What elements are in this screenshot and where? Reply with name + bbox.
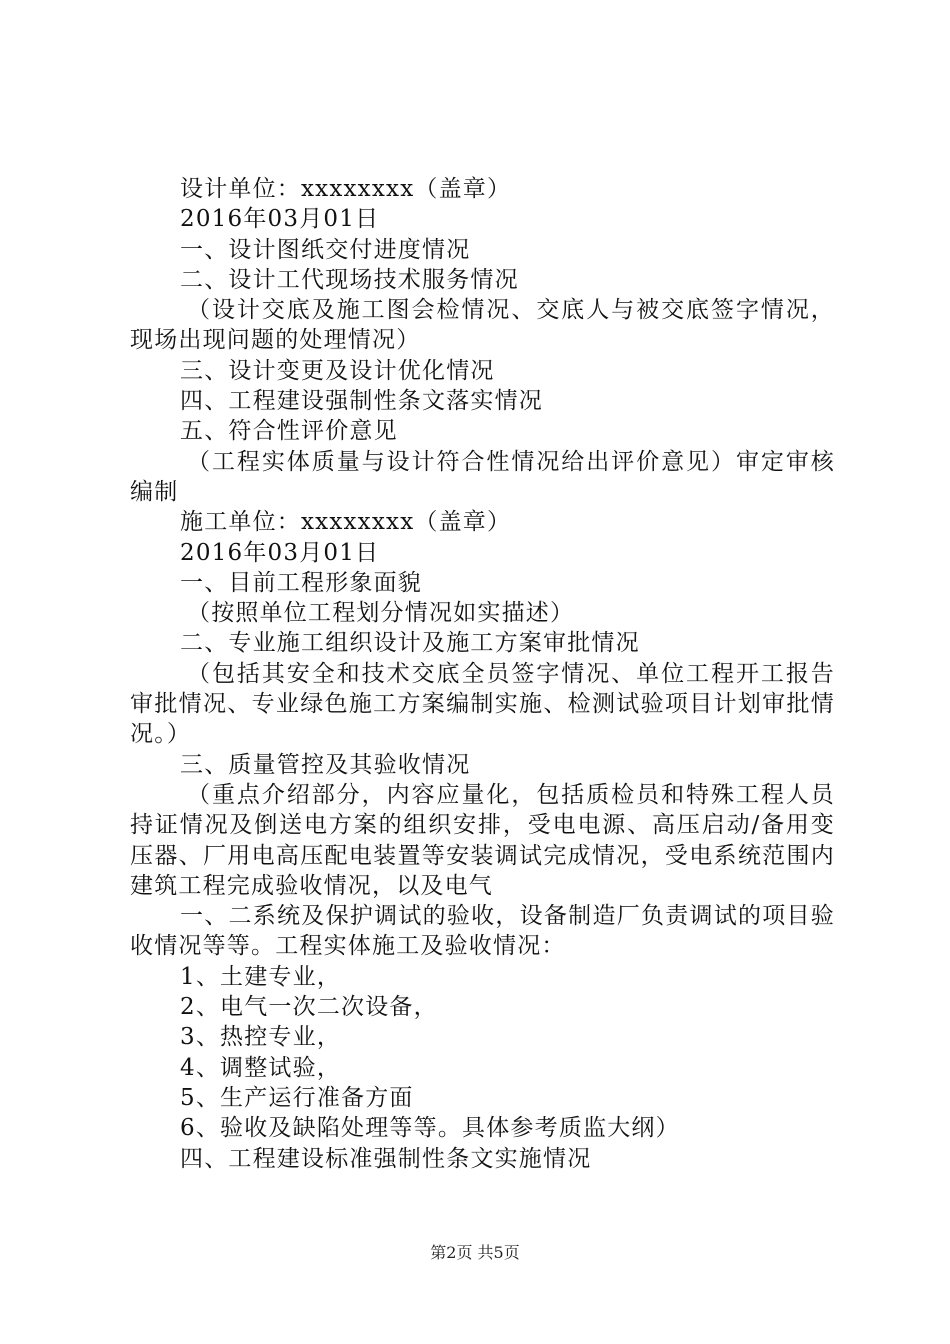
section-heading: 一、设计图纸交付进度情况 [180,236,471,263]
page-footer [0,1243,950,1263]
section-heading: 五、符合性评价意见 [180,418,398,445]
list-item: 3、热控专业， [180,1024,342,1051]
design-date-line: 2016年03月01日 [180,206,380,233]
body-paragraph: 一、二系统及保护调试的验收，设备制造厂负责调试的项目验收情况等等。工程实体施工及验收情况： [130,903,835,960]
section-heading: 二、设计工代现场技术服务情况 [180,266,519,293]
section-note: （工程实体质量与设计符合性情况给出评价意见）审定审核编制 [130,448,835,505]
section-heading: 四、工程建设强制性条文落实情况 [180,388,543,415]
construction-unit-line: 施工单位：xxxxxxxx（盖章） [180,509,512,536]
section-heading: 二、专业施工组织设计及施工方案审批情况 [180,630,640,657]
construction-date-line: 2016年03月01日 [180,539,380,566]
list-item: 1、土建专业， [180,963,342,990]
list-item: 6、验收及缺陷处理等等。具体参考质监大纲） [180,1115,680,1142]
list-item: 4、调整试验， [180,1054,342,1081]
design-unit-line: 设计单位：xxxxxxxx（盖章） [180,176,512,202]
section-note: （设计交底及施工图会检情况、交底人与被交底签字情况，现场出现问题的处理情况） [130,297,835,354]
section-heading: 三、质量管控及其验收情况 [180,751,471,778]
section-note: （按照单位工程划分情况如实描述） [187,600,575,627]
section-heading: 三、设计变更及设计优化情况 [180,357,495,384]
section-heading: 一、目前工程形象面貌 [180,569,422,596]
document-body [130,174,835,1174]
list-item: 5、生产运行准备方面 [180,1084,414,1111]
page-number: 第2页 共5页 [430,1243,520,1262]
list-item: 2、电气一次二次设备， [180,994,438,1021]
section-note: （包括其安全和技术交底全员签字情况、单位工程开工报告审批情况、专业绿色施工方案编制实施、检测试验项目计划审批情况。） [130,660,835,748]
section-heading: 四、工程建设标准强制性条文实施情况 [180,1145,592,1172]
section-note: （重点介绍部分，内容应量化，包括质检员和特殊工程人员持证情况及倒送电方案的组织安排，受电电源、高压启动/备用变压器、厂用电高压配电装置等安装调试完成情况，受电系统范围内建筑工程完成验收情况，以及电气 [130,781,835,899]
